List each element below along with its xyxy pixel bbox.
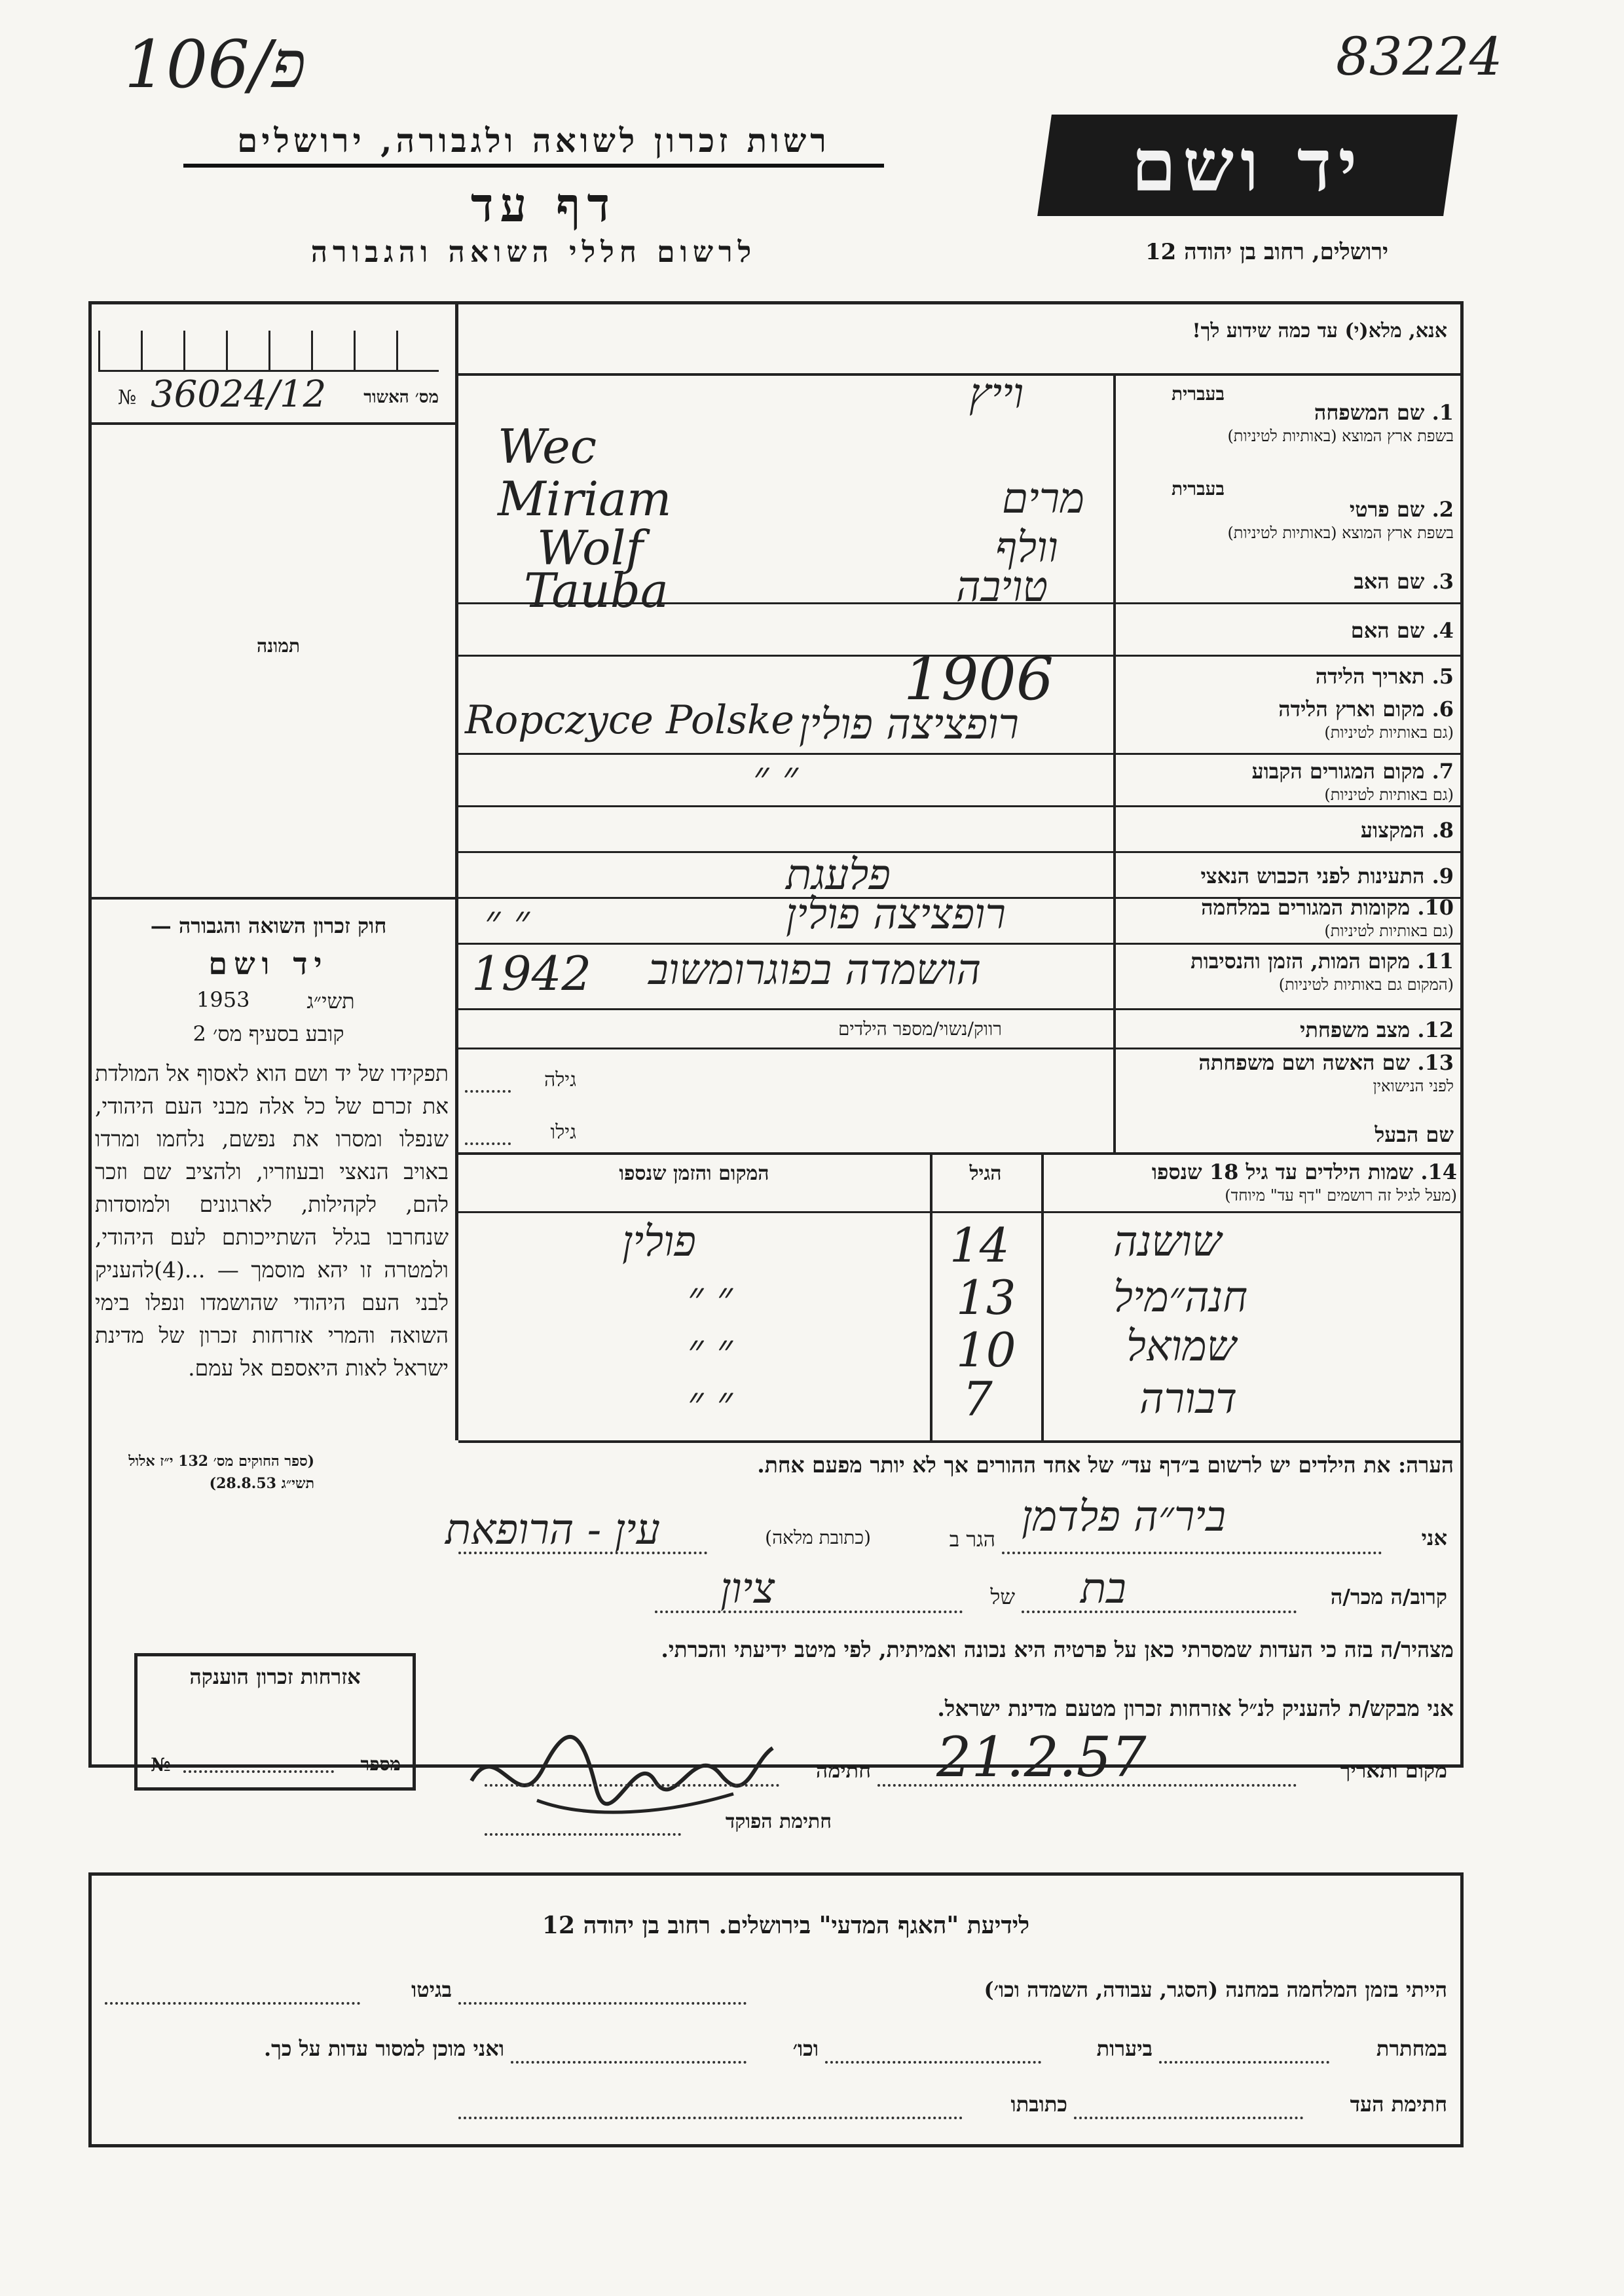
field-3-hebrew-value: וולף — [995, 524, 1058, 572]
logo-text: יד ושם — [1131, 123, 1364, 208]
row-line-13 — [458, 1048, 1464, 1049]
declarant-address-label: (כתובת מלאה) — [765, 1527, 871, 1548]
citizenship-box — [134, 1653, 416, 1791]
field-6-latin-value: Ropczyce Polske — [465, 697, 794, 743]
husband-label: שם הבעל — [1375, 1122, 1454, 1147]
field-4-label: 4. שם האם — [1350, 618, 1454, 643]
citizenship-box-no: № — [151, 1754, 171, 1776]
bottom-line2-dots-b — [825, 2061, 1041, 2064]
children-age-header: הגיל — [969, 1162, 1002, 1185]
field-5-label: 5. תאריך הלידה — [1315, 664, 1454, 689]
bottom-line1-dots-a — [458, 2002, 747, 2005]
row-line-7 — [458, 753, 1464, 755]
field-2-latin-value: Miriam — [498, 471, 672, 526]
approval-prefix: № — [118, 386, 137, 409]
declarant-name-dots — [1002, 1552, 1382, 1554]
child-place: ״ ״ — [688, 1378, 733, 1427]
declarant-resides-label: הגר ב — [949, 1527, 995, 1552]
field-10-value: רופציצה פולין — [786, 890, 1006, 939]
field-3-label: 3. שם האב — [1354, 569, 1454, 594]
row-line-0 — [458, 373, 1464, 376]
row-line-9 — [458, 851, 1464, 853]
children-divider-2 — [930, 1152, 932, 1440]
declarant-address-dots — [458, 1552, 707, 1554]
child-place: פולין — [622, 1218, 696, 1266]
child-age: 10 — [956, 1322, 1016, 1377]
bottom-line2-d: ואני מוכן למסור עדות על כך. — [263, 2036, 504, 2061]
field-2-hebrew-tag: בעברית — [1171, 478, 1225, 500]
bottom-line2-b: ביערות — [1096, 2036, 1153, 2061]
instruction: אנא, מלא(י) עד כמה שידוע לך! — [1192, 319, 1447, 342]
approval-label: מס׳ האשור — [363, 388, 439, 407]
field-11-label: 11. מקום המות, הזמן והנסיבות (המקום גם באותיות לטיניות) — [1190, 949, 1454, 994]
husband-age-label: גילו — [550, 1121, 576, 1144]
field-14-label: 14. שמות הילדים עד גיל 18 שנספו (מעל לגיל זה רושמים "דף עד" מיוחד) — [1151, 1159, 1457, 1205]
logo — [1037, 115, 1458, 216]
officer-signature-label: חתימת הפוקד — [725, 1810, 832, 1833]
field-3-latin-value: Wolf — [537, 520, 644, 575]
relation-dots — [1022, 1611, 1297, 1613]
child-name: שושנה — [1113, 1218, 1222, 1266]
children-place-header: המקום והזמן שנספו — [619, 1162, 769, 1185]
bottom-line1-end: בגיטו — [411, 1977, 452, 2002]
declarant-name: ביר״ה פלדמן — [1022, 1493, 1226, 1541]
law-year: 1953 — [196, 987, 250, 1012]
child-name: דבורה — [1139, 1375, 1238, 1423]
child-age: 13 — [956, 1270, 1016, 1325]
citizenship-request: אני מבקש/ת להעניק לנ״ל אזרחות זכרון מטעם מדינת ישראל. — [937, 1696, 1454, 1721]
row-line-14 — [458, 1152, 1464, 1155]
approval-number: 36024/12 — [151, 373, 327, 416]
row-line-12 — [458, 1008, 1464, 1010]
row-line-11 — [458, 943, 1464, 945]
authority-line: רשות זכרון לשואה ולגבורה, ירושלים — [183, 121, 884, 168]
form-subtitle: לרשום חללי השואה והגבורה — [310, 236, 757, 269]
wife-age-dots — [465, 1090, 511, 1093]
signature-dots — [485, 1784, 779, 1787]
field-6-hebrew-value: רופציצה פולין — [799, 701, 1019, 749]
bottom-line3-a: חתימת העד — [1350, 2092, 1447, 2117]
declaration-text: מצהיר/ה בזה כי העדות שמסרתי כאן על פרטיה היא נכונה ואמיתית, לפי מיטב ידיעתי והכרתי. — [661, 1637, 1454, 1662]
bottom-line2-dots-c — [511, 2061, 747, 2064]
field-1-hebrew-value: וייץ — [969, 370, 1024, 418]
husband-age-dots — [465, 1142, 511, 1145]
law-year-heb: תשי״ג — [306, 989, 355, 1013]
field-6-label: 6. מקום וארץ הלידה (גם באותיות לטיניות) — [1278, 697, 1454, 742]
approval-underline — [92, 422, 455, 425]
field-1-hebrew-tag: בעברית — [1171, 383, 1225, 405]
field-12-label: 12. מצב משפחתי — [1300, 1017, 1454, 1042]
field-2-hebrew-value: מרים — [1002, 475, 1085, 523]
place-date-dots — [877, 1784, 1297, 1787]
of-value: ציון — [720, 1565, 775, 1613]
declarant-ani: אני — [1421, 1525, 1447, 1550]
citizenship-box-number-label: מספר — [360, 1753, 401, 1775]
bottom-line1-dots-b — [105, 2002, 360, 2005]
top-right-handwritten-code: 83224 — [1336, 26, 1503, 87]
child-age: 7 — [963, 1372, 993, 1427]
child-name: שמואל — [1126, 1322, 1236, 1371]
child-place: ״ ״ — [688, 1273, 733, 1322]
wife-age-label: גילה — [544, 1068, 576, 1091]
law-name: יד ושם — [208, 946, 329, 981]
bottom-line2-dots-a — [1159, 2061, 1329, 2064]
law-text: תפקידו של יד ושם הוא לאסוף אל המולדת את זכרם של כל אלה מבני העם היהודי, שנפלו ומסרו את נפשם, נלחמו ומרדו באויב הנאצי ובעוזריו, ולהציב שם וזכר להם, לקהילות, לארגונים ולמוסדות שנחרבו בגלל השתייכותם לעם היהודי, ולמטרה זו יהא מוסמך — ...(4)להעניק לבני העם היהודי שהושמדו ונפלו בימי השואה והמרי אזרחות זכרון של מדינת ישראל לאות היאספם אל עמם. — [95, 1061, 449, 1381]
of-dots — [655, 1611, 963, 1613]
citizenship-box-title: אזרחות זכרון הוענקה — [189, 1664, 361, 1689]
photo-bottom-line — [92, 897, 455, 900]
address-line: ירושלים, רחוב בן יהודה 12 — [1145, 239, 1388, 265]
sidebar-divider — [455, 301, 458, 1440]
field-9-value: פלעגת — [786, 851, 891, 900]
child-place: ״ ״ — [688, 1326, 733, 1374]
field-7-label: 7. מקום המגורים הקבוע (גם באותיות לטיניות) — [1251, 759, 1454, 804]
field-13-label: 13. שם האשה ושם משפחתה לפני הנישואין — [1198, 1050, 1454, 1095]
child-name: חנה״מיל — [1113, 1273, 1248, 1322]
children-bottom-line — [458, 1440, 1464, 1443]
officer-signature-dots — [485, 1833, 681, 1836]
bottom-line3-b: כתובתו — [1010, 2092, 1067, 2117]
bottom-line3-dots-b — [458, 2117, 963, 2119]
law-clause: קובע בסעיף מס׳ 2 — [193, 1021, 344, 1046]
field-4-hebrew-value: טויבה — [956, 563, 1048, 611]
children-note: הערה: את הילדים יש לרשום ב״דף עד״ של אחד ההורים אך לא יותר מפעם אחת. — [757, 1452, 1454, 1478]
field-11-value: הושמדה בפוגרומשוב — [648, 946, 982, 994]
of-label: של — [990, 1584, 1015, 1609]
bottom-line2-a: במחתרת — [1376, 2036, 1447, 2061]
bottom-line1: הייתי בזמן המלחמה במחנה (הסגר, עבודה, השמדה וכו׳) — [984, 1977, 1447, 2002]
declarant-address: עין - הרופאת — [445, 1506, 660, 1554]
field-10-label: 10. מקומות המגורים במלחמה (גם באותיות לטיניות) — [1201, 895, 1454, 940]
children-divider-1 — [1041, 1152, 1044, 1440]
field-1-latin-value: Wec — [498, 419, 597, 474]
photo-label: תמונה — [256, 635, 301, 657]
signature-label: חתימה — [815, 1758, 871, 1783]
bottom-title: לידיעת "האגף המדעי" בירושלים. רחוב בן יהודה 12 — [542, 1912, 1030, 1939]
label-column-divider — [1113, 373, 1116, 1152]
place-date-value: 21.2.57 — [936, 1725, 1147, 1789]
approval-ticks — [98, 331, 439, 372]
field-5-value: 1906 — [904, 645, 1054, 714]
place-date-label: מקום ותאריך — [1340, 1758, 1447, 1783]
relation-value: בת — [1080, 1565, 1126, 1613]
form-title: דף עד — [470, 177, 617, 232]
law-ref: (ספר החוקים מס׳ 132 י״ז אלול תשי״ג 28.8.53) — [128, 1453, 314, 1492]
field-9-label: 9. התעינות לפני הכבוש הנאצי — [1200, 864, 1454, 888]
field-10-ditto: ״ ״ — [485, 897, 530, 945]
field-11-year: 1942 — [471, 946, 592, 1001]
field-2-label: 2. שם פרטי בשפת ארץ המוצא (באותיות לטיניות) — [1227, 497, 1454, 542]
field-12-options: רווק/נשוי/מספר הילדים — [838, 1018, 1002, 1040]
bottom-line2-c: וכו׳ — [792, 2036, 819, 2061]
children-header-line — [458, 1211, 1464, 1213]
field-7-value: ״ ״ — [753, 753, 798, 801]
field-4-latin-value: Tauba — [524, 563, 669, 618]
citizenship-box-dots — [183, 1770, 334, 1773]
relation-label: קרוב/ה מכר/ה — [1330, 1584, 1447, 1609]
bottom-line3-dots-a — [1074, 2117, 1303, 2119]
field-1-label: 1. שם המשפחה בשפת ארץ המוצא (באותיות לטיניות) — [1227, 400, 1454, 445]
field-8-label: 8. המקצוע — [1360, 818, 1454, 843]
child-age: 14 — [950, 1218, 1010, 1273]
top-left-handwritten-code: 106/פ — [124, 26, 306, 103]
law-title: חוק זכרון השואה והגבורה — — [150, 913, 387, 938]
